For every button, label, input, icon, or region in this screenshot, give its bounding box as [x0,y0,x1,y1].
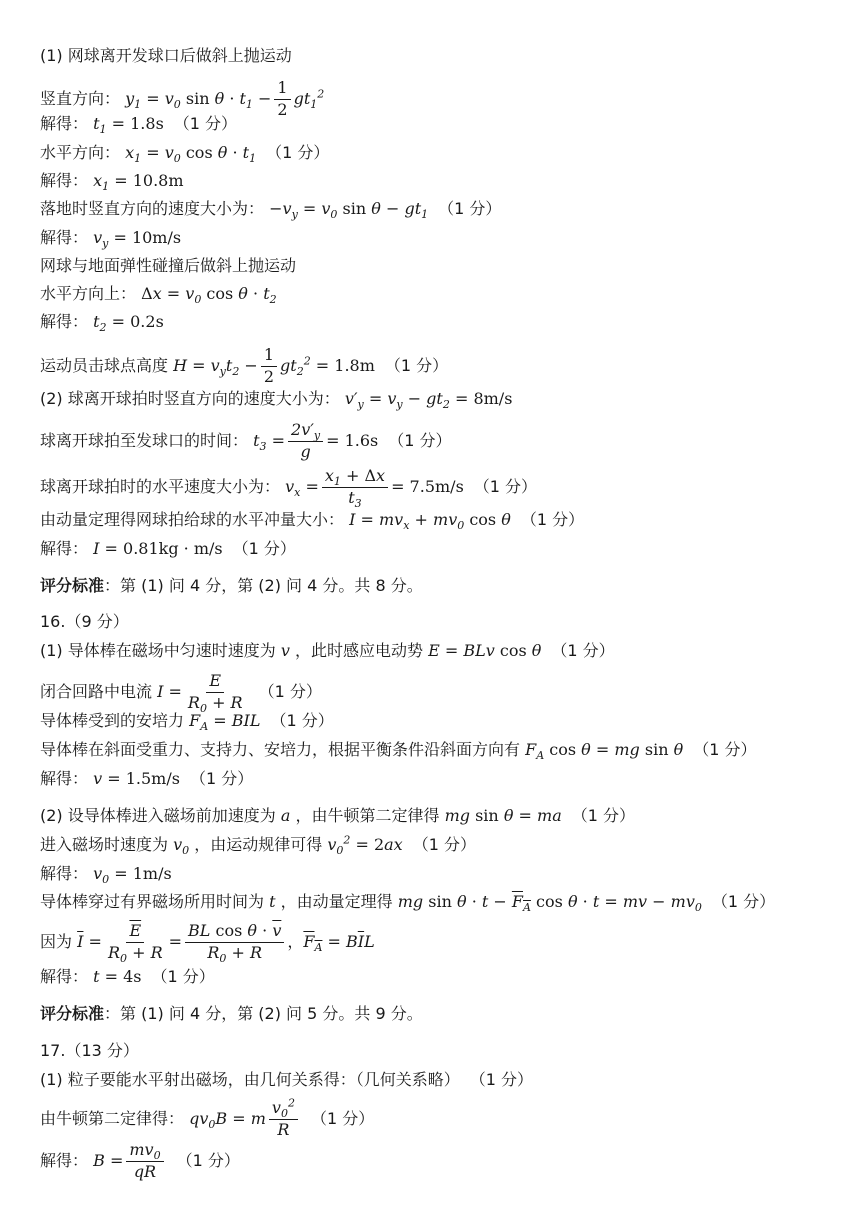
line-q16-accel: (2) 设导体棒进入磁场前加速度为 a ，由牛顿第二定律得 mg sin θ = ma （1 分） [40,806,636,825]
line-1-intro: (1) 网球离开发球口后做斜上抛运动 [40,46,292,65]
line-solve-t1: 解得： $t_1 = 1.8s$ （1 分） [40,114,238,137]
line-q16-ampere-force: 导体棒受到的安培力 $F_A$ = BIL （1 分） [40,711,334,734]
line-q16-balance: 导体棒在斜面受重力、支持力、安培力，根据平衡条件沿斜面方向有 $F_A$ cos θ = mg sin θ （1 分） [40,740,757,763]
line-q16-solve-t: 解得： t = 4s （1 分） [40,967,215,986]
line-part2-vy: (2) 球离开球拍时竖直方向的速度大小为： $v'_y = v_y - gt_2 = 8m/s$ [40,389,513,412]
line-q17-heading: 17.（13 分） [40,1041,139,1060]
line-q16-momentum: 导体棒穿过有界磁场所用时间为 t ，由动量定理得 mg $\sin \theta \cdot t - F_A$ cos θ · t = mv − $mv_0$ （1 分） [40,892,776,915]
line-horizontal-equation: 水平方向： $x_1 = v_0$ $\cos \theta \cdot t_1$ （1 分） [40,143,330,166]
line-q16-current: 闭合回路中电流 I = $\frac{E}{R_0 + R}$ （1 分） [40,671,322,715]
line-scoring-16: 评分标准 ：第 (1) 问 4 分，第 (2) 问 5 分。共 9 分。 [40,1004,423,1023]
line-hit-height: 运动员击球点高度 $H = v_yt_2$ − $\frac{1}{2}$ $gt_2^2 = 1.8m$ （1 分） [40,345,449,386]
line-q16-heading: 16.（9 分） [40,612,129,631]
line-q16-solve-v: 解得： v = 1.5m/s （1 分） [40,769,254,788]
fraction-half: $\frac{1}{2}$ [261,347,277,386]
fraction-vx: $\frac{x_1 + \Delta x}{t_3}$ [322,468,388,507]
line-q17-newton: 由牛顿第二定律得： $qv_0B = m$ $\frac{v_0^2}{R}$ （1 分） [40,1096,375,1139]
line-q16-solve-v0: 解得： $v_0 = 1m/s$ [40,864,172,887]
line-q17-solve-b: 解得： B = $\frac{mv_0}{qR}$ （1 分） [40,1140,240,1181]
line-q16-entry-speed: 进入磁场时速度为 $v_0$ ，由运动规律可得 $v_0^2 = 2ax$ （1 分） [40,833,476,858]
fraction-centripetal: $\frac{v_0^2}{R}$ [269,1100,298,1139]
line-impulse: 由动量定理得网球拍给球的水平冲量大小： $I = mv_x + mv_0$ cos θ （1 分） [40,510,585,533]
line-solve-impulse: 解得： I = 0.81kg · m/s （1 分） [40,539,296,558]
fraction-avg-emf: $\frac{\overline{E}}{R_0 + R}$ [107,921,163,965]
line-solve-x1: 解得： $x_1 = 10.8m$ [40,171,184,194]
line-q16-average-current: 因为 $\overline{I}$ = $\frac{\overline{E}}{R_0 + R}$ = $\frac{BL \cos \theta \cdot \overline{v}}{R_0 + R}$ ， $F_A = B\overline{I}L$ [40,921,375,965]
fraction-half: $\frac{1}{2}$ [274,80,290,119]
line-q16-emf: (1) 导体棒在磁场中匀速时速度为 v ，此时感应电动势 E = BLv cos θ （1 分） [40,641,615,660]
line-bounce: 网球与地面弹性碰撞后做斜上抛运动 [40,256,297,275]
line-solve-vy: 解得： $v_y = 10m/s$ [40,228,182,251]
fraction-avg-current: $\frac{BL \cos \theta \cdot \overline{v}}{R_0 + R}$ [185,923,284,962]
line-landing-velocity: 落地时竖直方向的速度大小为： $-v_y = v_0$ $\sin \theta - gt_1$ （1 分） [40,199,502,222]
fraction-current: $\frac{E}{R_0 + R}$ [187,671,243,715]
line-q17-geometry: (1) 粒子要能水平射出磁场，由几何关系得：（几何关系略） （1 分） [40,1070,534,1089]
line-solve-t2: 解得： $t_2 = 0.2s$ [40,312,164,335]
line-horizontal-dx: 水平方向上： $\Delta x = v_0$ $\cos \theta \cdot t_2$ [40,284,277,307]
line-scoring-15: 评分标准 ：第 (1) 问 4 分，第 (2) 问 4 分。共 8 分。 [40,576,423,595]
line-vertical-equation: 竖直方向： $y_1 = v_0$ $\sin \theta \cdot t_1$ − $\frac{1}{2}$ $gt_1^2$ [40,78,325,119]
line-part2-vx: 球离开球拍时的水平速度大小为： $v_x$ = $\frac{x_1 + \Delta x}{t_3}$ = 7.5m/s （1 分） [40,466,538,510]
fraction-t3: $\frac{2v'_y}{g}$ [288,422,323,461]
line-part2-t3: 球离开球拍至发球口的时间： $t_3$ = $\frac{2v'_y}{g}$ = 1.6s （1 分） [40,420,452,461]
fraction-b: $\frac{mv_0}{qR}$ [126,1142,163,1181]
